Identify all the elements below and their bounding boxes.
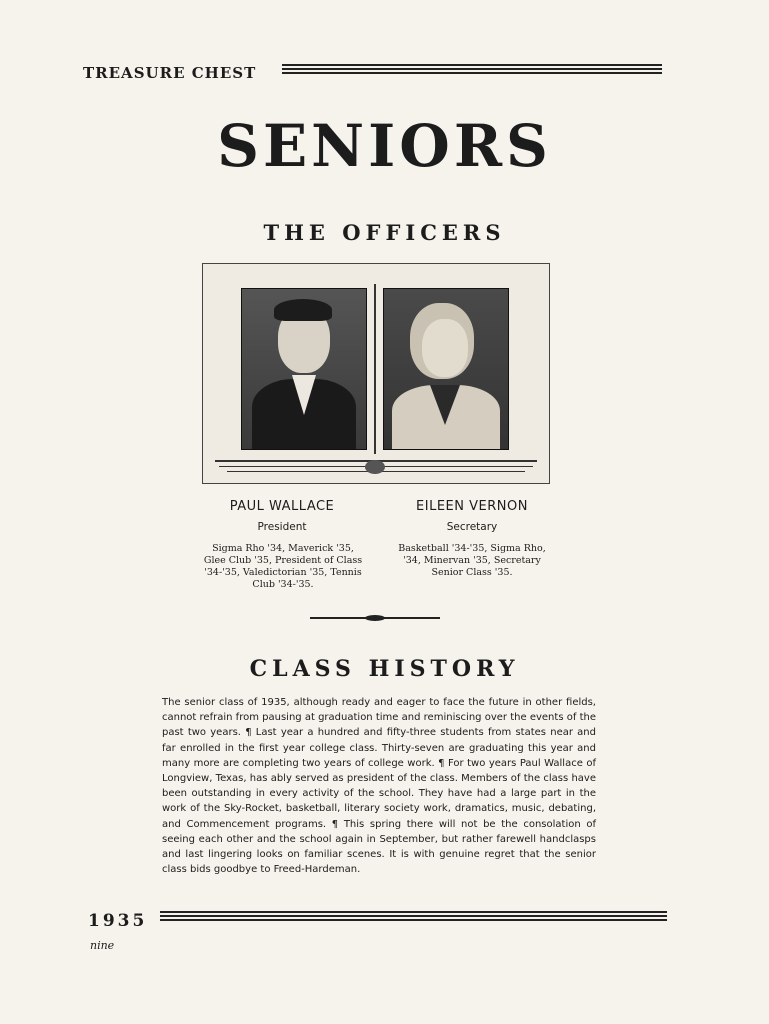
secretary-bio: Basketball '34-'35, Sigma Rho, '34, Minervan '35, Secretary Senior Class '35. (398, 543, 546, 578)
secretary-role: Secretary (446, 521, 498, 533)
secretary-photo (383, 288, 509, 450)
book-ornament-icon (365, 460, 385, 474)
page-title: SENIORS (217, 112, 552, 180)
president-bio: Sigma Rho '34, Maverick '35, Glee Club '35, President of Class '34-'35, Valedictorian '35, Tennis Club '34-'35. (203, 543, 363, 590)
president-role: President (257, 521, 307, 533)
footer-year: 1935 (88, 911, 148, 931)
header-rule (282, 64, 662, 76)
officer-photo-frame (202, 263, 550, 484)
book-spine (374, 284, 376, 454)
footer-rule (160, 911, 667, 923)
divider-ornament (365, 615, 385, 621)
president-photo (241, 288, 367, 450)
page-number: nine (90, 939, 115, 952)
class-history-text: The senior class of 1935, although ready and eager to face the future in other fields, cannot refrain from pausing at graduation time and reminiscing over the events of the past two years. ¶ Last year a hundred and fifty-three students from states near and far enrolled in the first year college class. Thirty-seven are graduating this year and many more are completing two years of college work. ¶ For two years Paul Wallace of Longview, Texas, has ably served as president of the class. Members of the class have been outstanding in every activity of the school. They have had a large part in the work of the Sky-Rocket, basketball, literary society work, dramatics, music, debating, and Commencement programs. ¶ This spring there will not be the consolation of seeing each other and the school again in September, but rather farewell handclasps and last lingering looks on familiar scenes. It is with genuine regret that the senior class bids goodbye to Freed-Hardeman. (162, 697, 596, 876)
publication-header: TREASURE CHEST (83, 64, 257, 82)
secretary-name: EILEEN VERNON (416, 499, 528, 514)
class-history-heading: CLASS HISTORY (249, 656, 520, 682)
president-name: PAUL WALLACE (229, 499, 335, 514)
officers-heading: THE OFFICERS (263, 220, 506, 245)
